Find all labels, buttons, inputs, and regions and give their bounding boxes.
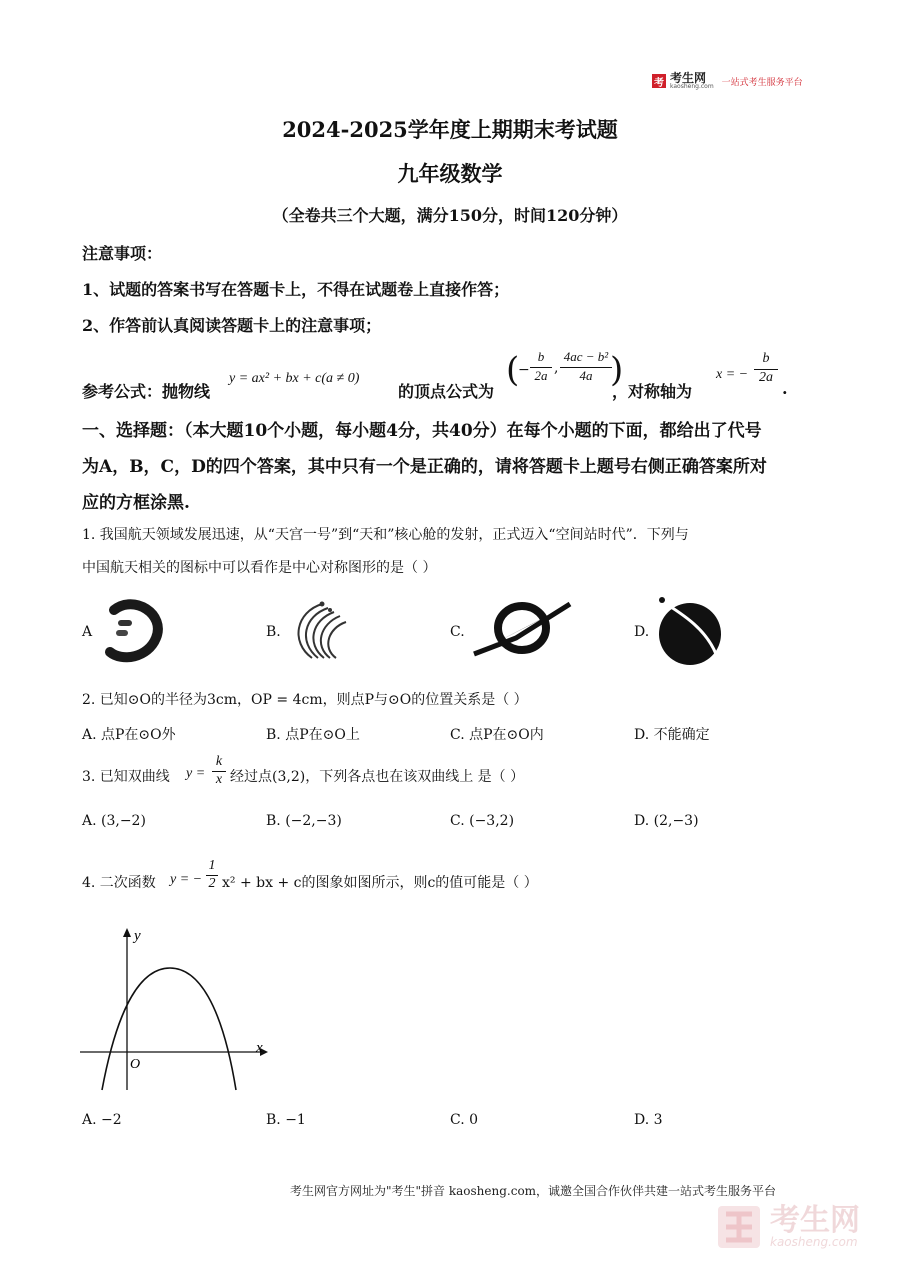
logo-name: 考生网	[670, 71, 707, 85]
watermark-site: kaosheng.com	[770, 1235, 858, 1249]
q4-option-a: A. −2	[82, 1112, 122, 1128]
formula-lead: 参考公式：抛物线	[82, 382, 211, 401]
q1-option-c-label: C.	[450, 624, 465, 640]
vertex-minus: −	[518, 362, 530, 378]
q1-option-c-planet-icon	[472, 598, 572, 658]
q3-fraction	[212, 754, 226, 788]
notes-heading: 注意事项：	[82, 244, 163, 263]
q1-option-b-arcs-icon	[286, 598, 352, 662]
vertex-y-den: 4a	[579, 368, 593, 383]
y-axis-arrow-icon	[123, 928, 131, 937]
q4-frac-den: 2	[208, 876, 216, 891]
q1-option-d-label: D.	[634, 624, 650, 640]
header-logo	[652, 72, 803, 90]
axis-lhs: x = −	[716, 367, 749, 382]
axis-num: b	[762, 351, 770, 366]
q2-option-d: D. 不能确定	[634, 727, 710, 743]
logo-site: kaosheng.com	[670, 83, 714, 90]
vertex-paren-right: )	[610, 350, 624, 390]
y-axis-label: y	[134, 928, 141, 944]
origin-label: O	[130, 1057, 141, 1072]
note-item-2: 2、作答前认真阅读答题卡上的注意事项；	[82, 316, 382, 335]
formula-line	[82, 345, 822, 405]
vertex-comma: ,	[554, 360, 559, 376]
q1-line1: 1. 我国航天领域发展迅速，从“天宫一号”到“天和”核心舱的发射，正式迈入“空间站时代”．下列与	[82, 527, 689, 543]
q1-line2: 中国航天相关的图标中可以看作是中心对称图形的是（ ）	[82, 560, 437, 576]
q3-stem-b: 经过点(3,2)，下列各点也在该双曲线上 是（ ）	[230, 769, 525, 785]
q4-option-b: B. −1	[266, 1112, 306, 1128]
vertex-x-den: 2a	[534, 368, 548, 383]
q4-option-c: C. 0	[450, 1112, 479, 1128]
q4-stem-b: x² + bx + c的图象如图所示，则c的值可能是（ ）	[222, 875, 538, 891]
q3-option-d: D. (2,−3)	[634, 813, 699, 829]
footer-text: 考生网官方网址为"考生"拼音 kaosheng.com，诚邀全国合作伙伴共建一站式考生服务平台	[290, 1184, 777, 1198]
logo-icon: 考	[652, 74, 666, 88]
q3-frac-num: k	[215, 754, 223, 769]
vertex-paren-left: (	[506, 350, 520, 390]
q3-frac-den: x	[215, 772, 223, 787]
formula-parabola: y = ax² + bx + c(a ≠ 0)	[229, 371, 360, 386]
vertex-formula	[506, 347, 624, 397]
q4-option-d: D. 3	[634, 1112, 663, 1128]
page-title: 2024-2025学年度上期期末考试题	[282, 117, 618, 142]
q2-option-a: A. 点P在⊙O外	[82, 727, 176, 743]
vertex-y-num: 4ac − b²	[563, 349, 609, 364]
q1-option-a-swirl-icon	[104, 598, 164, 664]
q1-option-a-label: A	[82, 624, 93, 640]
q4-parabola-graph	[76, 924, 276, 1094]
section1-line3: 应的方框涂黑.	[82, 493, 190, 513]
section1-line1: 一、选择题：（本大题10个小题，每小题4分，共40分）在每个小题的下面，都给出了代号	[82, 421, 762, 441]
q4-fraction	[206, 858, 218, 892]
axis-fraction	[754, 351, 778, 386]
vertex-y	[560, 349, 612, 384]
formula-mid: 的顶点公式为	[398, 382, 495, 401]
vertex-x-num: b	[537, 349, 545, 364]
vertex-x	[530, 349, 552, 384]
parabola-curve	[102, 968, 236, 1090]
q4-stem	[82, 856, 782, 906]
watermark-text: 考生网	[770, 1203, 860, 1238]
q3-y-eq: y =	[186, 766, 206, 781]
q3-stem	[82, 752, 782, 802]
q3-option-b: B. (−2,−3)	[266, 813, 342, 829]
q3-option-c: C. (−3,2)	[450, 813, 515, 829]
q4-stem-a: 4. 二次函数	[82, 875, 156, 891]
logo-slogan: 一站式考生服务平台	[721, 77, 803, 88]
watermark-logo-icon	[716, 1204, 762, 1250]
note-item-1: 1、试题的答案书写在答题卡上，不得在试题卷上直接作答；	[82, 280, 510, 299]
q4-y-eq: y = −	[170, 872, 203, 887]
q4-frac-num: 1	[208, 858, 216, 873]
q3-stem-a: 3. 已知双曲线	[82, 769, 170, 785]
q2-stem: 2. 已知⊙O的半径为3cm，OP = 4cm，则点P与⊙O的位置关系是（ ）	[82, 692, 528, 708]
section1-line2: 为A，B，C，D的四个答案，其中只有一个是正确的，请将答题卡上题号右侧正确答案所对	[82, 457, 767, 477]
q1-option-d-sphere-icon	[656, 596, 726, 668]
formula-tail: ，对称轴为	[612, 382, 693, 401]
q3-option-a: A. (3,−2)	[82, 813, 146, 829]
x-axis-label: x	[256, 1040, 263, 1056]
q2-option-b: B. 点P在⊙O上	[266, 727, 360, 743]
q2-option-c: C. 点P在⊙O内	[450, 727, 544, 743]
watermark	[716, 1204, 860, 1250]
axis-den: 2a	[759, 370, 773, 385]
page-subtitle: 九年级数学	[397, 161, 503, 186]
q1-option-b-label: B.	[266, 624, 281, 640]
exam-info: （全卷共三个大题，满分150分，时间120分钟）	[272, 206, 628, 225]
formula-end: .	[782, 379, 788, 398]
